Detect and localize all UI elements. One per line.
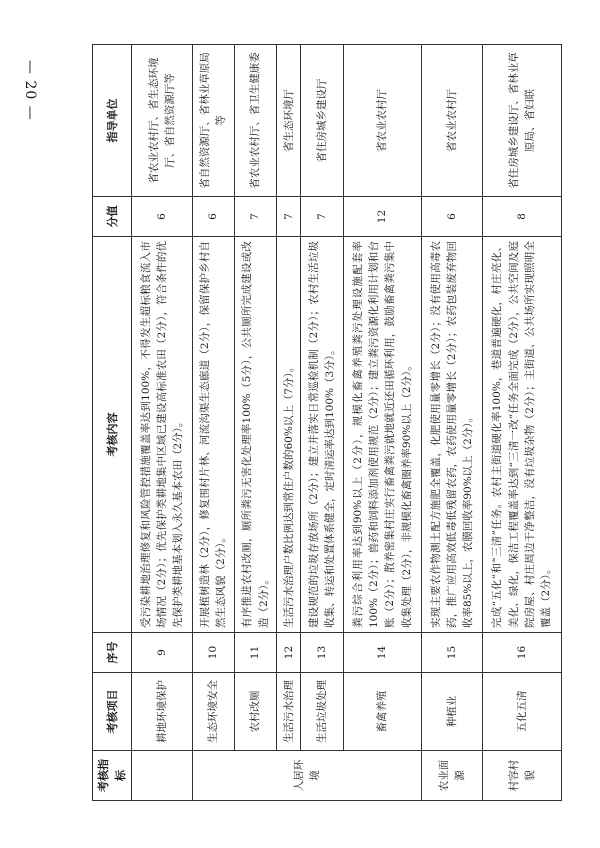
table-row [132,45,193,801]
no-cell: 15 [422,633,483,673]
indicator-cell-continued [132,751,193,801]
item-cell: 生态环境安全 [192,673,234,751]
table-row [192,45,234,801]
content-cell: 完成“五化”和“三清”任务。农村主街道硬化率100%，巷道普遍硬化，村庄亮化、美化、绿化，保洁工程覆盖率达到“三清一改”任务全面完成（2分），公共空间及庭院房屋、村庄周边干净整洁，没有垃圾杂物（2分）；主街道、公共场所实现照明全覆盖（2分）。 [483,237,562,633]
page-number: — 20 — [22,59,38,121]
score-cell: 8 [483,197,562,237]
score-cell: 12 [343,197,422,237]
indicator-group-cell: 人居环境 [192,751,422,801]
content-cell: 生活污水治理户数比例达到常住户数的60%以上（7分）。 [277,237,301,633]
no-cell: 13 [301,633,343,673]
unit-cell: 省农业农村厅、省生态环境厅、省自然资源厅等 [132,45,193,197]
item-cell: 生活污水治理 [277,673,301,751]
item-cell: 畜禽养殖 [343,673,422,751]
content-cell: 开展植树造林（2分），修复围村片林、河流沟渠生态廊道（2分），保留保护乡村自然生态风貌（2分）。 [192,237,234,633]
indicator-group-cell: 村容村貌 [483,751,562,801]
item-cell: 耕地环境保护 [132,673,193,751]
score-cell: 7 [234,197,276,237]
no-cell: 9 [132,633,193,673]
content-cell: 建设规范的垃圾存放场所（2分）；建立并落实日常巡检机制（2分）；农村生活垃圾收集、转运和处置体系健全，定时清运率达到100%（3分）。 [301,237,343,633]
score-cell: 6 [422,197,483,237]
content-cell: 受污染耕地治理修复和风险管控措施覆盖率达到100%，不得发生超标粮食流入市场情况（2分）；优先保护类耕地集中区域已建设高标准农田（2分），符合条件的优先保护类耕地基本划入永久基本农田（2分）。 [132,237,193,633]
score-cell: 6 [132,197,193,237]
item-cell: 生活垃圾处理 [301,673,343,751]
no-cell: 16 [483,633,562,673]
header-content: 考核内容 [93,237,132,633]
score-cell: 6 [192,197,234,237]
no-cell: 11 [234,633,276,673]
header-item: 考核项目 [93,673,132,751]
content-cell: 有序推进农村改厕，厕所粪污无害化处理率100%（5分），公共厕所完成建设或改造（2分）。 [234,237,276,633]
unit-cell: 省农业农村厅 [422,45,483,197]
unit-cell: 省住房城乡建设厅、省林业草原局、省妇联 [483,45,562,197]
header-row [93,45,132,801]
score-cell: 7 [301,197,343,237]
assessment-table [92,44,562,801]
header-no: 序号 [93,633,132,673]
unit-cell: 省农业农村厅、省卫生健康委 [234,45,276,197]
unit-cell: 省自然资源厅、省林业草原局等 [192,45,234,197]
header-unit: 指导单位 [93,45,132,197]
unit-cell: 省生态环境厅 [277,45,301,197]
no-cell: 14 [343,633,422,673]
item-cell: 五化五清 [483,673,562,751]
assessment-table-wrapper [92,45,562,801]
table-row [277,45,301,801]
content-cell: 实现主要农作物测土配方施肥全覆盖，化肥使用量零增长（2分）；没有使用高毒农药，推广应用高效低毒低残留农药，农药使用量零增长（2分）；农药包装废弃物回收率85%以上，农膜回收率90%以上（2分）。 [422,237,483,633]
table-row [483,45,562,801]
table-row [422,45,483,801]
table-row [343,45,422,801]
content-cell: 粪污综合利用率达到90%以上（2分），规模化畜禽养殖粪污处理设施配套率100%（2分）；兽药和饲料添加剂使用规范（2分）；建立粪污资源化利用计划和台账（2分）；散养密集村庄实行畜禽粪污就地就近还田循环利用，鼓励畜禽粪污集中收集处理（2分），非规模化畜禽圈养率90%以上（2分）。 [343,237,422,633]
table-row [301,45,343,801]
indicator-group-cell: 农业面源 [422,751,483,801]
header-score: 分值 [93,197,132,237]
unit-cell: 省农业农村厅 [343,45,422,197]
score-cell: 7 [277,197,301,237]
unit-cell: 省住房城乡建设厅 [301,45,343,197]
header-indicator: 考核指标 [93,751,132,801]
item-cell: 种植业 [422,673,483,751]
item-cell: 农村改厕 [234,673,276,751]
table-row [234,45,276,801]
no-cell: 10 [192,633,234,673]
no-cell: 12 [277,633,301,673]
